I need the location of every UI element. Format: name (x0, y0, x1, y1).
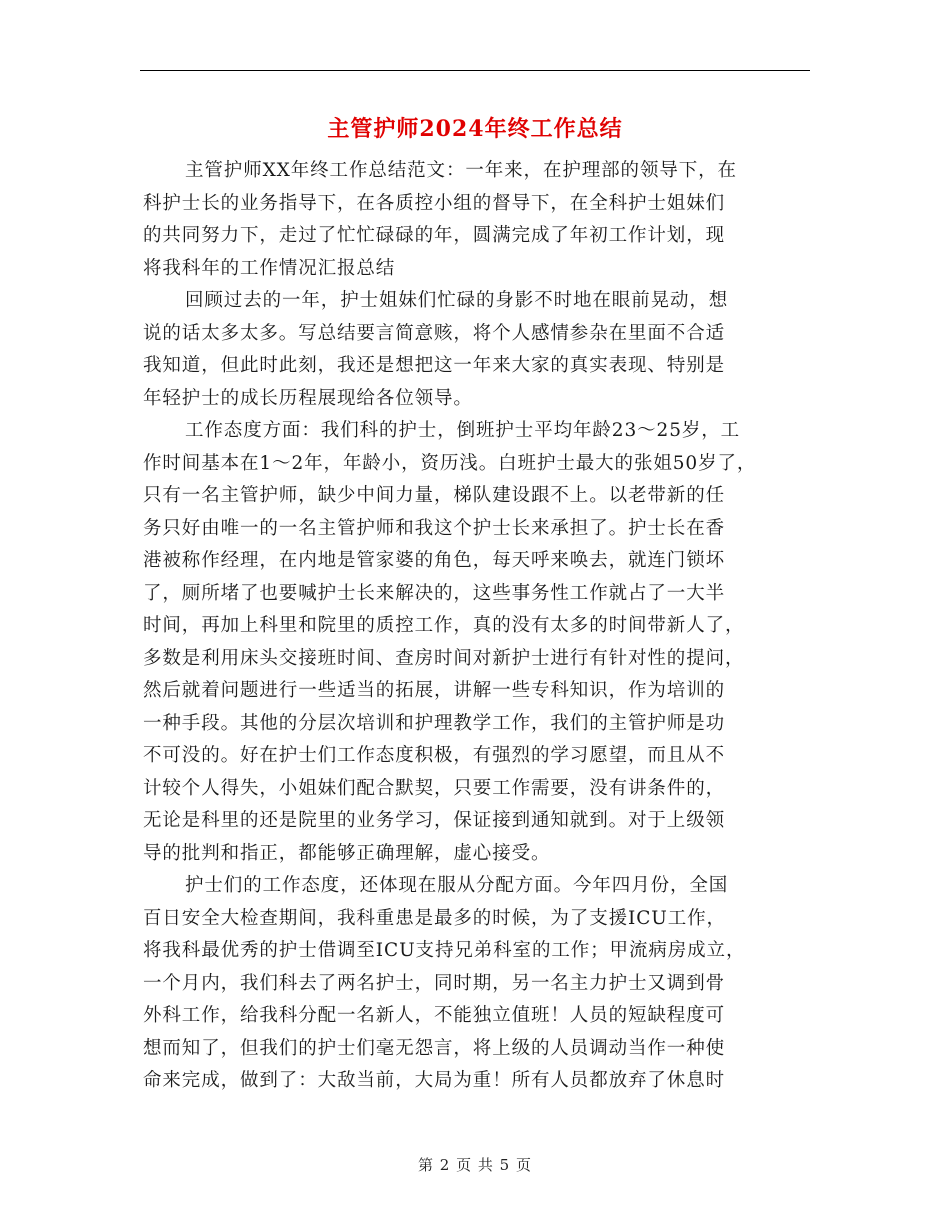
document-title: 主管护师2024年终工作总结 (327, 116, 623, 142)
text-line: 外科工作，给我科分配一名新人，不能独立值班！人员的短缺程度可 (143, 1005, 726, 1026)
text-line: 一种手段。其他的分层次培训和护理教学工作，我们的主管护师是功 (143, 712, 726, 734)
text-line: 不可没的。好在护士们工作态度积极，有强烈的学习愿望，而且从不 (143, 745, 726, 766)
text-line: 时间，再加上科里和院里的质控工作，真的没有太多的时间带新人了， (143, 615, 745, 636)
text-line: 导的批判和指正，都能够正确理解，虚心接受。 (143, 842, 551, 864)
text-line: 将我科最优秀的护士借调至ICU支持兄弟科室的工作；甲流病房成立， (143, 940, 746, 961)
text-line: 命来完成，做到了：大敌当前，大局为重！所有人员都放弃了休息时 (143, 1070, 726, 1091)
text-line: 想而知了，但我们的护士们毫无怨言，将上级的人员调动当作一种使 (143, 1037, 726, 1059)
text-line: 主管护师XX年终工作总结范文：一年来，在护理部的领导下，在 (185, 160, 737, 181)
text-line: 作时间基本在1～2年，年龄小，资历浅。白班护士最大的张姐50岁了， (143, 452, 757, 474)
document-body (143, 155, 813, 1098)
text-line: 年轻护士的成长历程展现给各位领导。 (143, 387, 473, 409)
text-line: 多数是利用床头交接班时间、查房时间对新护士进行有针对性的提问， (143, 647, 745, 669)
text-line: 说的话太多太多。写总结要言简意赅，将个人感情参杂在里面不合适 (143, 322, 726, 344)
text-line: 工作态度方面：我们科的护士，倒班护士平均年龄23～25岁，工 (185, 420, 741, 441)
text-line: 只有一名主管护师，缺少中间力量，梯队建设跟不上。以老带新的任 (143, 485, 726, 506)
header-rule (140, 70, 810, 71)
text-line: 计较个人得失，小姐妹们配合默契，只要工作需要，没有讲条件的， (143, 777, 726, 799)
text-line: 将我科年的工作情况汇报总结 (143, 257, 396, 279)
text-line: 然后就着问题进行一些适当的拓展，讲解一些专科知识，作为培训的 (143, 680, 726, 701)
text-line: 百日安全大检查期间，我科重患是最多的时候，为了支援ICU工作， (143, 907, 726, 929)
text-line: 港被称作经理，在内地是管家婆的角色，每天呼来唤去，就连门锁坏 (143, 550, 726, 571)
text-line: 务只好由唯一的一名主管护师和我这个护士长来承担了。护士长在香 (143, 517, 726, 539)
text-line: 了，厕所堵了也要喊护士长来解决的，这些事务性工作就占了一大半 (143, 582, 726, 604)
page-footer: 第 2 页 共 5 页 (418, 1156, 532, 1174)
text-line: 无论是科里的还是院里的业务学习，保证接到通知就到。对于上级领 (143, 810, 726, 831)
text-line: 回顾过去的一年，护士姐妹们忙碌的身影不时地在眼前晃动，想 (185, 290, 729, 311)
text-line: 的共同努力下，走过了忙忙碌碌的年，圆满完成了年初工作计划，现 (143, 225, 726, 246)
text-line: 我知道，但此时此刻，我还是想把这一年来大家的真实表现、特别是 (143, 355, 726, 376)
text-line: 护士们的工作态度，还体现在服从分配方面。今年四月份，全国 (185, 875, 729, 896)
text-line: 科护士长的业务指导下，在各质控小组的督导下，在全科护士姐妹们 (143, 192, 726, 214)
text-line: 一个月内，我们科去了两名护士，同时期，另一名主力护士又调到骨 (143, 972, 726, 994)
